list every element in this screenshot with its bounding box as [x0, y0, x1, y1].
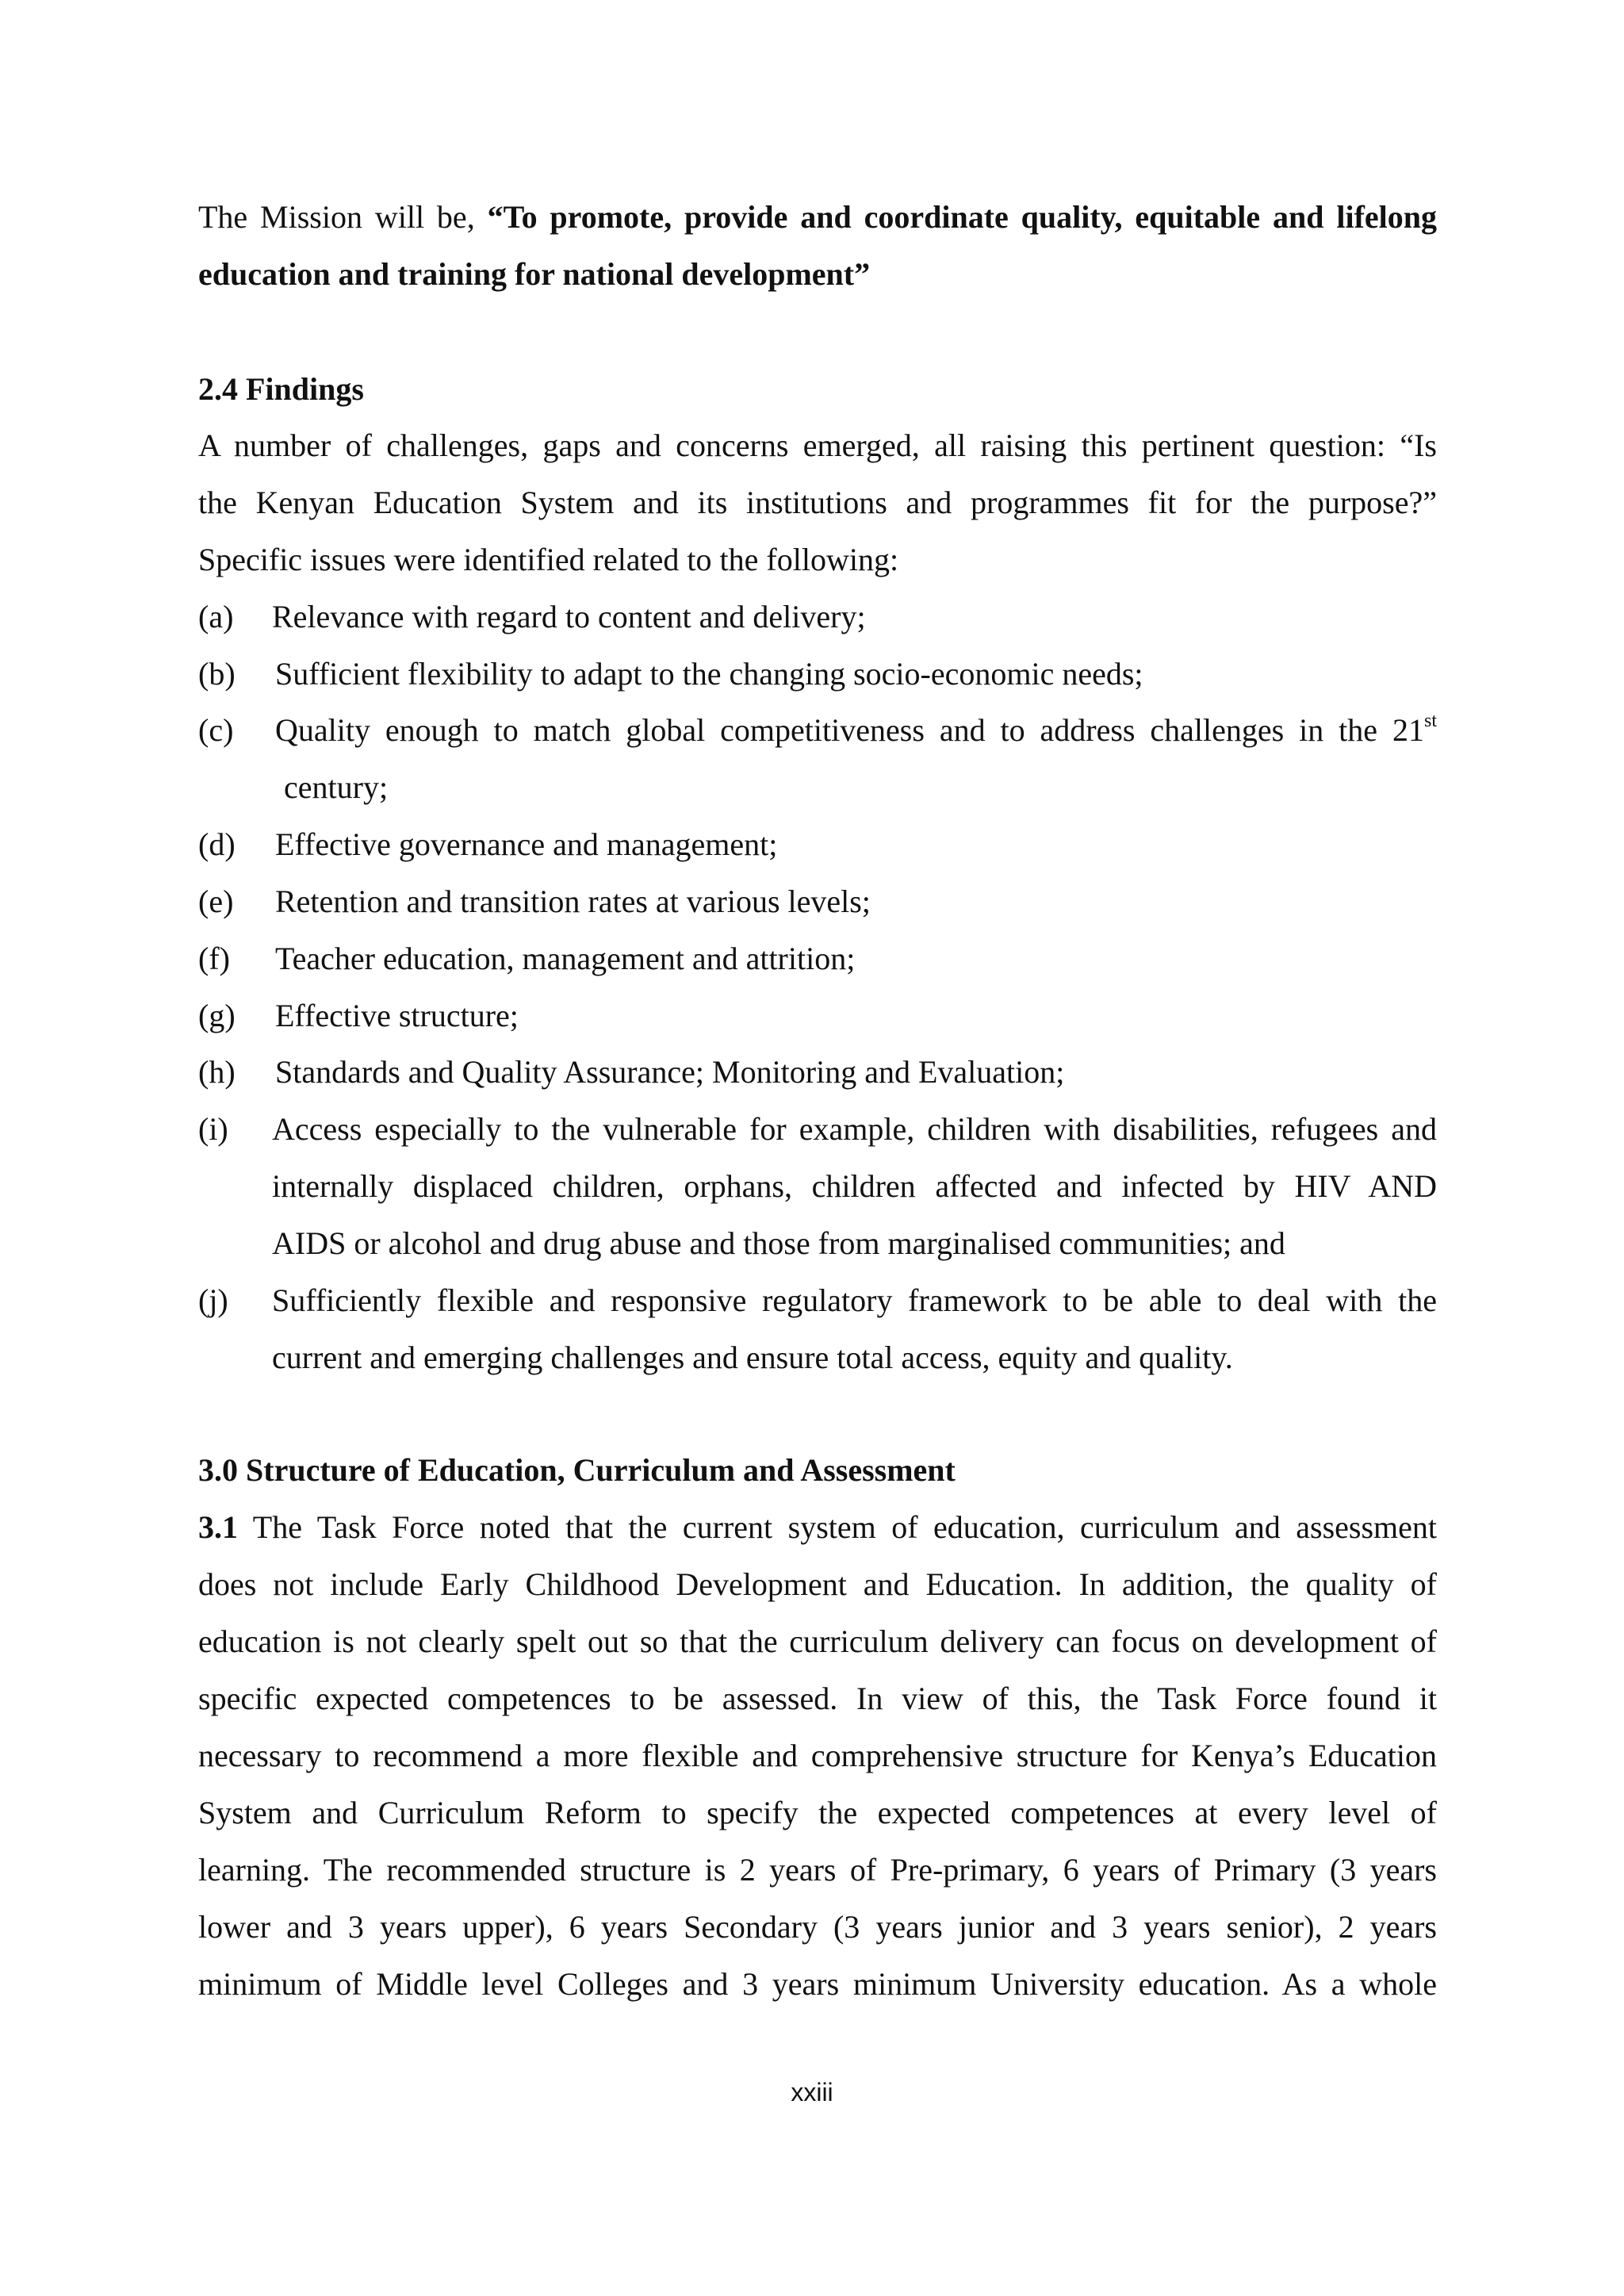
- structure-line-7: learning. The recommended structure is 2 years of Pre-primary, 6 years of Primary (3 years: [198, 1852, 1437, 1888]
- findings-para-line-2: the Kenyan Education System and its institutions and programmes fit for the purpose?”: [198, 485, 1437, 520]
- list-item-e: Retention and transition rates at various levels;: [275, 884, 871, 919]
- list-item-b: Sufficient flexibility to adapt to the changing socio-economic needs;: [275, 656, 1143, 692]
- structure-line-5: necessary to recommend a more flexible and comprehensive structure for Kenya’s Education: [198, 1738, 1437, 1773]
- structure-line-2: does not include Early Childhood Development and Education. In addition, the quality of: [198, 1566, 1437, 1602]
- superscript-st: st: [1423, 711, 1437, 731]
- list-marker-j: (j): [198, 1282, 228, 1318]
- list-item-c-text: Quality enough to match global competitiveness and to address challenges in the 21: [275, 712, 1424, 748]
- list-item-c-line-1: [275, 711, 1437, 749]
- structure-line-9: minimum of Middle level Colleges and 3 years minimum University education. As a whole: [198, 1966, 1437, 2002]
- page-number: xxiii: [791, 2078, 833, 2106]
- list-marker-h: (h): [198, 1054, 236, 1090]
- list-item-j-line-2: current and emerging challenges and ensure total access, equity and quality.: [272, 1340, 1233, 1375]
- list-item-i-line-1: Access especially to the vulnerable for example, children with disabilities, refugees and: [272, 1111, 1437, 1147]
- list-item-c-line-2: century;: [284, 769, 389, 805]
- structure-line-8: lower and 3 years upper), 6 years Secondary (3 years junior and 3 years senior), 2 years: [198, 1909, 1437, 1945]
- mission-line-1: [198, 198, 1437, 236]
- list-item-g: Effective structure;: [275, 998, 519, 1033]
- list-marker-i: (i): [198, 1111, 228, 1147]
- list-marker-e: (e): [198, 884, 234, 919]
- mission-intro: The Mission will be,: [198, 199, 488, 235]
- list-marker-b: (b): [198, 656, 236, 692]
- list-marker-c: (c): [198, 712, 234, 748]
- list-item-d: Effective governance and management;: [275, 826, 778, 862]
- structure-line-1: [198, 1508, 1437, 1547]
- findings-para-line-3: Specific issues were identified related to the following:: [198, 542, 899, 577]
- list-item-h: Standards and Quality Assurance; Monitoring and Evaluation;: [275, 1054, 1065, 1090]
- structure-heading: 3.0 Structure of Education, Curriculum and Assessment: [198, 1452, 956, 1488]
- structure-line-4: specific expected competences to be assessed. In view of this, the Task Force found it: [198, 1681, 1437, 1716]
- mission-quote-2: education and training for national development”: [198, 256, 871, 292]
- list-item-f: Teacher education, management and attrition;: [275, 941, 856, 976]
- list-item-i-line-3: AIDS or alcohol and drug abuse and those from marginalised communities; and: [272, 1225, 1285, 1261]
- list-marker-g: (g): [198, 998, 236, 1033]
- structure-line-1-text: The Task Force noted that the current system of education, curriculum and assessment: [238, 1509, 1437, 1545]
- structure-line-6: System and Curriculum Reform to specify the expected competences at every level of: [198, 1795, 1437, 1830]
- list-marker-d: (d): [198, 826, 236, 862]
- list-item-a: Relevance with regard to content and delivery;: [272, 599, 866, 634]
- mission-quote-1: “To promote, provide and coordinate quality, equitable and lifelong: [487, 199, 1438, 235]
- list-item-j-line-1: Sufficiently flexible and responsive regulatory framework to be able to deal with the: [272, 1282, 1437, 1318]
- structure-sub-label: 3.1: [198, 1509, 238, 1545]
- list-item-i-line-2: internally displaced children, orphans, children affected and infected by HIV AND: [272, 1168, 1437, 1204]
- findings-para-line-1: A number of challenges, gaps and concerns emerged, all raising this pertinent question: “Is: [198, 427, 1437, 463]
- list-marker-f: (f): [198, 941, 230, 976]
- findings-heading: 2.4 Findings: [198, 371, 364, 407]
- structure-line-3: education is not clearly spelt out so that the curriculum delivery can focus on development of: [198, 1623, 1437, 1659]
- list-marker-a: (a): [198, 599, 234, 634]
